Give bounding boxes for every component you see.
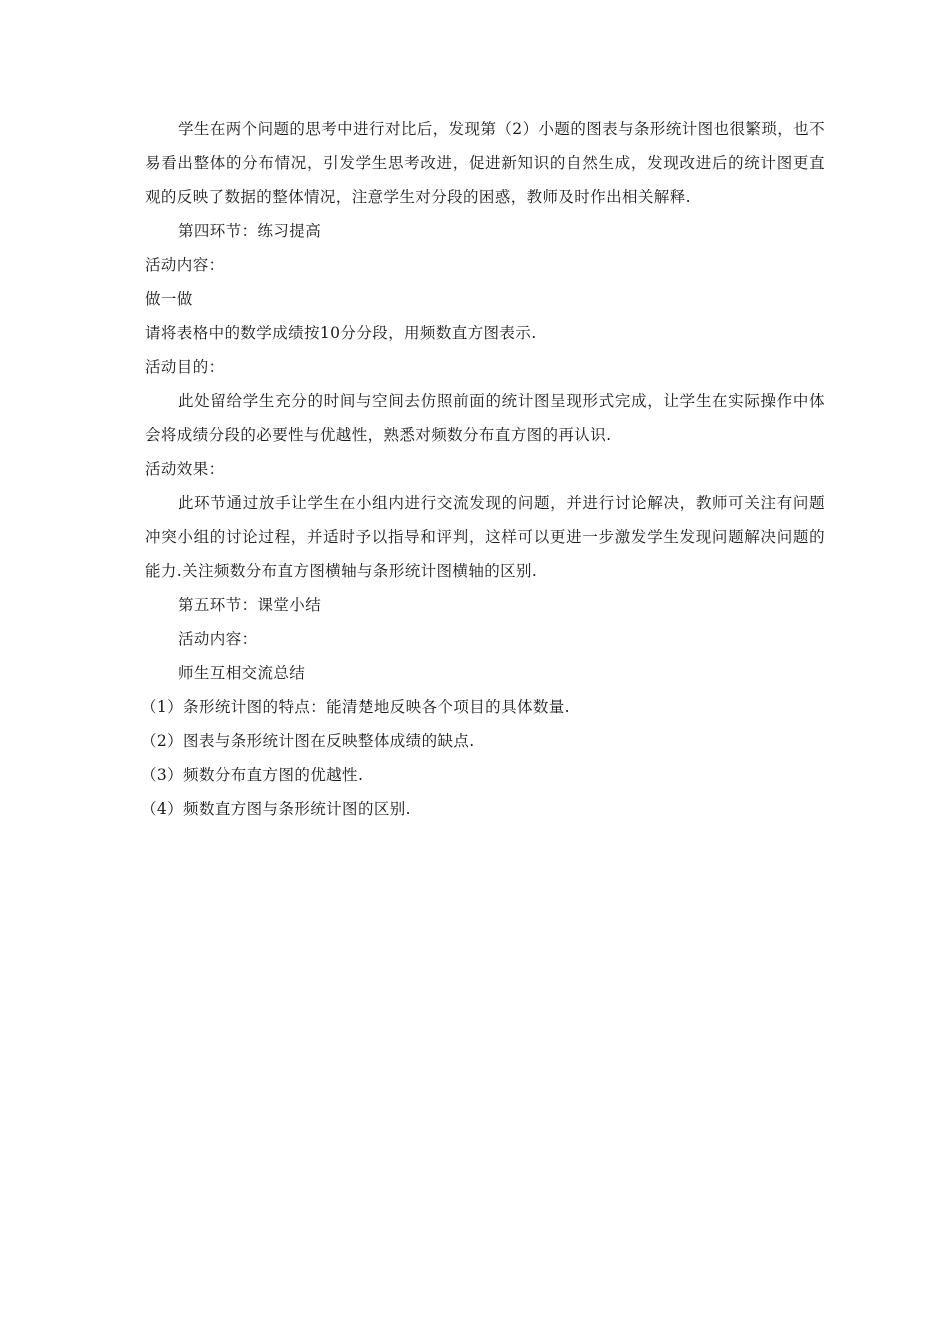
- task-text: 请将表格中的数学成绩按10分分段，用频数直方图表示.: [145, 324, 537, 342]
- summary-item: （4）频数直方图与条形统计图的区别.: [141, 800, 411, 818]
- document-body: [141, 112, 825, 826]
- summary-list: [141, 690, 825, 826]
- summary-item: （3）频数分布直方图的优越性.: [141, 766, 364, 784]
- paragraph-effect: 此环节通过放手让学生在小组内进行交流发现的问题，并进行讨论解决，教师可关注有问题冲突小组的讨论过程，并适时予以指导和评判，这样可以更进一步激发学生发现问题解决问题的能力.关注频数分布直方图横轴与条形统计图横轴的区别.: [145, 494, 825, 580]
- summary-item: （1）条形统计图的特点：能清楚地反映各个项目的具体数量.: [141, 698, 570, 716]
- section-title-4: 第四环节：练习提高: [178, 222, 322, 240]
- activity-content-label-2: 活动内容：: [178, 630, 258, 648]
- activity-effect-label: 活动效果：: [145, 460, 225, 478]
- activity-content-label: 活动内容：: [145, 256, 225, 274]
- do-it-heading: 做一做: [145, 290, 193, 308]
- paragraph-comparison: 学生在两个问题的思考中进行对比后，发现第（2）小题的图表与条形统计图也很繁琐，也不易看出整体的分布情况，引发学生思考改进，促进新知识的自然生成，发现改进后的统计图更直观的反映了数据的整体情况，注意学生对分段的困惑，教师及时作出相关解释.: [145, 120, 825, 206]
- summary-item: （2）图表与条形统计图在反映整体成绩的缺点.: [141, 732, 475, 750]
- paragraph-goal: 此处留给学生充分的时间与空间去仿照前面的统计图呈现形式完成，让学生在实际操作中体会将成绩分段的必要性与优越性，熟悉对频数分布直方图的再认识.: [145, 392, 825, 444]
- activity-goal-label: 活动目的：: [145, 358, 225, 376]
- section-title-5: 第五环节：课堂小结: [178, 596, 322, 614]
- summary-intro: 师生互相交流总结: [178, 664, 306, 682]
